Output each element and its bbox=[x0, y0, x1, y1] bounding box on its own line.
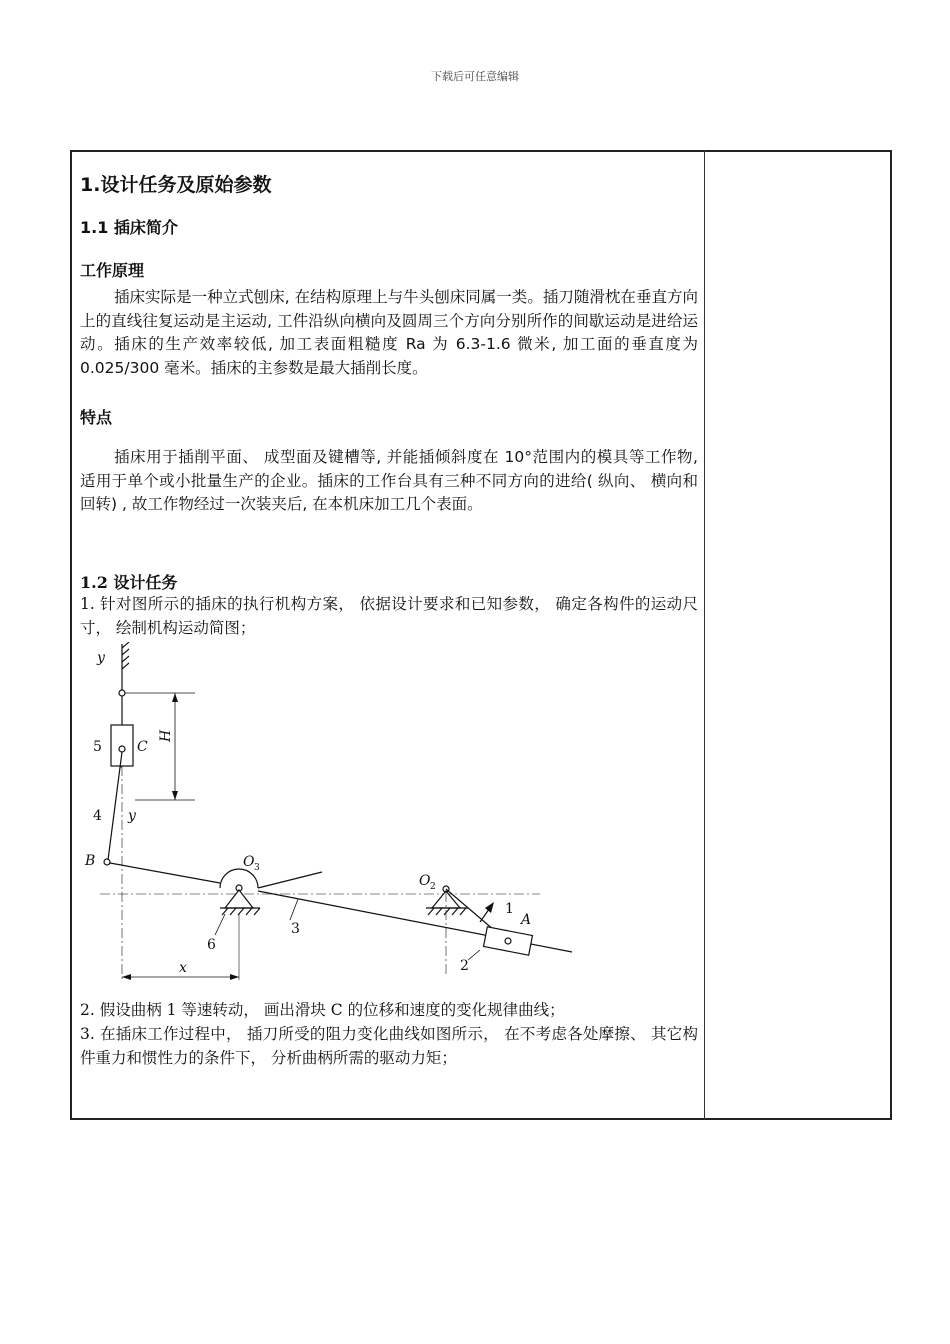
upper-joint bbox=[119, 690, 125, 696]
task-2: 2. 假设曲柄 1 等速转动， 画出滑块 C 的位移和速度的变化规律曲线； bbox=[80, 1001, 565, 1019]
task-1: 1. 针对图所示的插床的执行机构方案， 依据设计要求和已知参数， 确定各构件的运动尺寸， 绘制机构运动简图； bbox=[80, 595, 698, 637]
label-5: 5 bbox=[93, 739, 102, 755]
label-1: 1 bbox=[505, 901, 514, 917]
section-title: 1.设计任务及原始参数 bbox=[80, 174, 272, 196]
label-4: 4 bbox=[93, 808, 102, 824]
label-C: C bbox=[137, 739, 148, 755]
label-O3-sub: 3 bbox=[254, 863, 260, 873]
features-text: 插床用于插削平面、 成型面及键槽等, 并能插倾斜度在 10°范围内的模具等工作物, 适用于单个或小批量生产的企业。插床的工作台具有三种不同方向的进给( 纵向、 横向和回转) , 故工作物经过一次装夹后, 在本机床加工几个表面。 bbox=[80, 448, 698, 513]
label-y-mid: y bbox=[128, 808, 136, 824]
label-6: 6 bbox=[207, 937, 216, 953]
support-O3 bbox=[225, 890, 253, 908]
link-4 bbox=[108, 752, 122, 860]
rocker-3-left bbox=[110, 863, 220, 883]
mechanism-diagram bbox=[80, 642, 580, 982]
label-A: A bbox=[521, 912, 532, 928]
task-3: 3. 在插床工作过程中， 插刀所受的阻力变化曲线如图所示， 在不考虑各处摩擦、 其它构件重力和惯性力的条件下， 分析曲柄所需的驱动力矩； bbox=[80, 1025, 698, 1067]
features-heading: 特点 bbox=[80, 408, 113, 427]
label-O3: O bbox=[243, 854, 255, 870]
label-O2: O bbox=[419, 873, 431, 889]
top-hatch bbox=[122, 642, 129, 669]
label-B: B bbox=[85, 853, 96, 869]
label-3: 3 bbox=[291, 921, 300, 937]
label-H: H bbox=[158, 729, 174, 742]
label-y-top: y bbox=[97, 650, 105, 666]
label-2: 2 bbox=[460, 958, 469, 974]
principle-text: 插床实际是一种立式刨床, 在结构原理上与牛头刨床同属一类。插刀随滑枕在垂直方向上的直线往复运动是主运动, 工件沿纵向横向及圆周三个方向分别所作的间歇运动是进给运动。插床的生产效率较低, 加工表面粗糙度 Ra 为 6.3-1.6 微米, 加工面的垂直度为 0.025/300 毫米。插床的主参数是最大插削长度。 bbox=[80, 288, 698, 377]
principle-heading: 工作原理 bbox=[80, 261, 145, 280]
intro-heading: 1.1 插床简介 bbox=[80, 218, 178, 237]
joint-B bbox=[104, 859, 110, 865]
label-x: x bbox=[179, 960, 187, 976]
task-heading: 1.2 设计任务 bbox=[80, 573, 178, 592]
column-divider bbox=[704, 150, 705, 1120]
header-note: 下载后可任意编辑 bbox=[431, 70, 519, 83]
label-O2-sub: 2 bbox=[430, 882, 436, 892]
